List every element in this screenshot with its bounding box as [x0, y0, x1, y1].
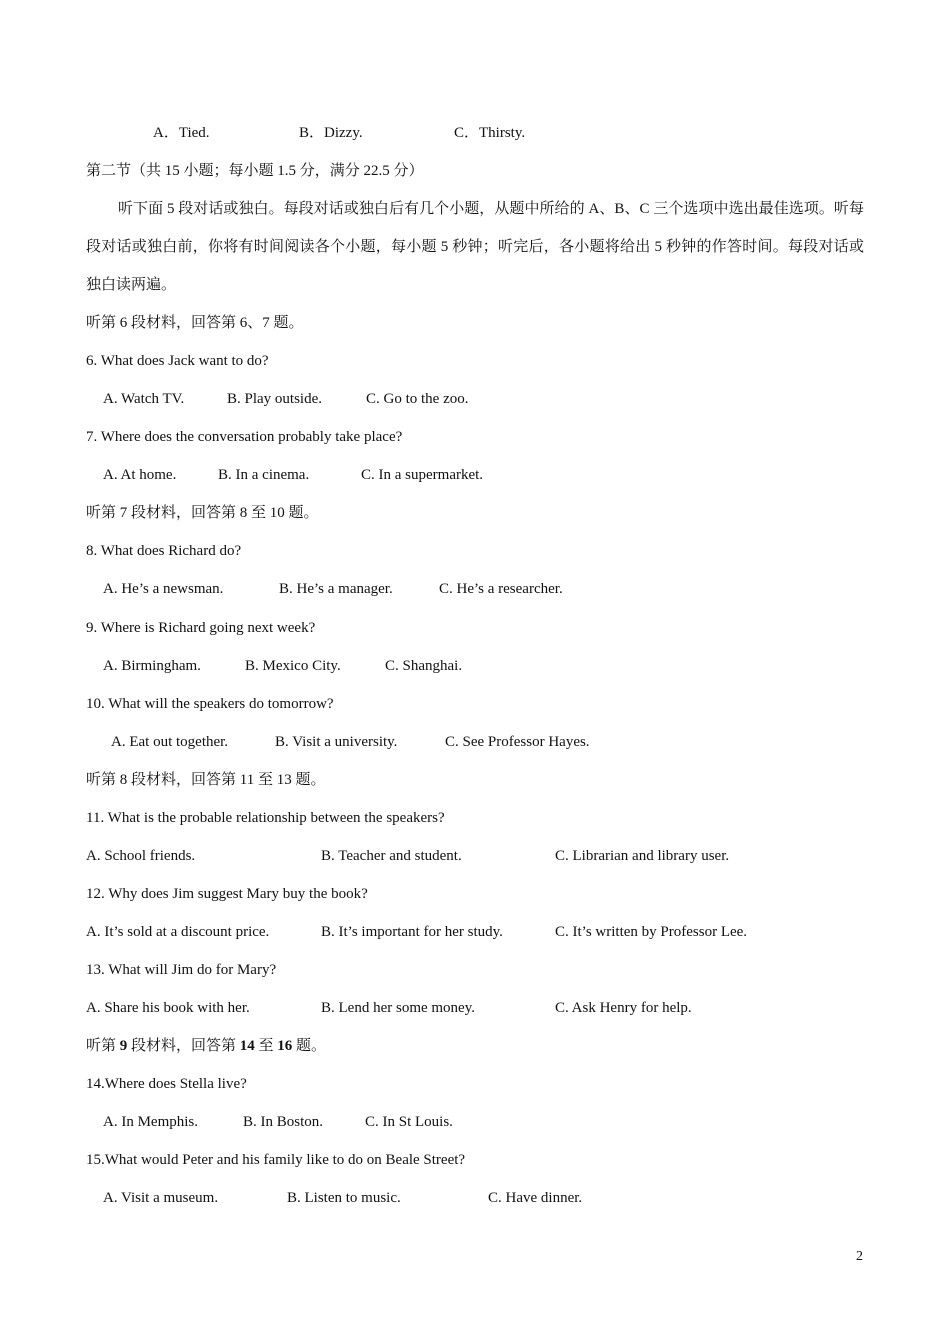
- q9-option-b: B. Mexico City.: [245, 658, 341, 674]
- q8-option-a: A. He’s a newsman.: [103, 581, 224, 597]
- q8-option-b: B. He’s a manager.: [279, 581, 393, 597]
- q8-stem: 8. What does Richard do?: [86, 543, 242, 559]
- m9-mid1: 段材料，回答第: [127, 1038, 240, 1054]
- q5-option-b: B．Dizzy.: [299, 125, 363, 141]
- q14-option-c: C. In St Louis.: [365, 1114, 453, 1130]
- q7-option-a: A. At home.: [103, 467, 177, 483]
- q15-option-a: A. Visit a museum.: [103, 1190, 219, 1206]
- material-7-heading: 听第 7 段材料，回答第 8 至 10 题。: [86, 505, 319, 521]
- q11-stem: 11. What is the probable relationship between the speakers?: [86, 810, 445, 826]
- material-9-heading: [86, 1036, 326, 1056]
- q7-option-c: C. In a supermarket.: [361, 467, 484, 483]
- instructions: 听下面 5 段对话或独白。每段对话或独白后有几个小题，从题中所给的 A、B、C 三个选项中选出最佳选项。听每段对话或独白前，你将有时间阅读各个小题，每小题 5 秒钟；听完后，各小题将给出 5 秒钟的作答时间。每段对话或独白读两遍。: [86, 201, 864, 293]
- q14-option-a: A. In Memphis.: [103, 1114, 198, 1130]
- q5-option-a: A．Tied.: [153, 125, 210, 141]
- q6-stem: 6. What does Jack want to do?: [86, 353, 269, 369]
- q6-option-a: A. Watch TV.: [103, 391, 185, 407]
- q14-stem: 14.Where does Stella live?: [86, 1076, 247, 1092]
- q10-option-b: B. Visit a university.: [275, 734, 398, 750]
- q12-option-c: C. It’s written by Professor Lee.: [555, 924, 748, 940]
- q5-option-c: C．Thirsty.: [454, 125, 526, 141]
- q6-option-b: B. Play outside.: [227, 391, 323, 407]
- q12-option-a: A. It’s sold at a discount price.: [86, 924, 270, 940]
- q9-option-a: A. Birmingham.: [103, 658, 201, 674]
- q14-option-b: B. In Boston.: [243, 1114, 324, 1130]
- q7-stem: 7. Where does the conversation probably take place?: [86, 429, 403, 445]
- q11-option-b: B. Teacher and student.: [321, 848, 462, 864]
- m9-mid2: 至: [254, 1038, 278, 1054]
- m9-num-9: 9: [119, 1038, 128, 1054]
- m9-num-14: 14: [239, 1038, 255, 1054]
- q12-stem: 12. Why does Jim suggest Mary buy the book?: [86, 886, 368, 902]
- q7-option-b: B. In a cinema.: [218, 467, 310, 483]
- q12-option-b: B. It’s important for her study.: [321, 924, 503, 940]
- q10-option-a: A. Eat out together.: [111, 734, 229, 750]
- section-title: 第二节（共 15 小题；每小题 1.5 分，满分 22.5 分）: [86, 163, 424, 179]
- q10-stem: 10. What will the speakers do tomorrow?: [86, 696, 334, 712]
- q9-stem: 9. Where is Richard going next week?: [86, 620, 316, 636]
- q13-option-b: B. Lend her some money.: [321, 1000, 475, 1016]
- q15-option-b: B. Listen to music.: [287, 1190, 401, 1206]
- q15-option-c: C. Have dinner.: [488, 1190, 583, 1206]
- material-8-heading: 听第 8 段材料，回答第 11 至 13 题。: [86, 772, 326, 788]
- q8-option-c: C. He’s a researcher.: [439, 581, 563, 597]
- q13-option-c: C. Ask Henry for help.: [555, 1000, 692, 1016]
- m9-pre: 听第: [86, 1038, 120, 1054]
- m9-num-16: 16: [277, 1038, 293, 1054]
- m9-post: 题。: [292, 1038, 327, 1054]
- q10-option-c: C. See Professor Hayes.: [445, 734, 590, 750]
- material-6-heading: 听第 6 段材料，回答第 6、7 题。: [86, 315, 304, 331]
- q13-option-a: A. Share his book with her.: [86, 1000, 250, 1016]
- page-number: 2: [856, 1249, 863, 1264]
- q13-stem: 13. What will Jim do for Mary?: [86, 962, 277, 978]
- q15-stem: 15.What would Peter and his family like to do on Beale Street?: [86, 1152, 466, 1168]
- q11-option-c: C. Librarian and library user.: [555, 848, 730, 864]
- q11-option-a: A. School friends.: [86, 848, 196, 864]
- q9-option-c: C. Shanghai.: [385, 658, 463, 674]
- q6-option-c: C. Go to the zoo.: [366, 391, 469, 407]
